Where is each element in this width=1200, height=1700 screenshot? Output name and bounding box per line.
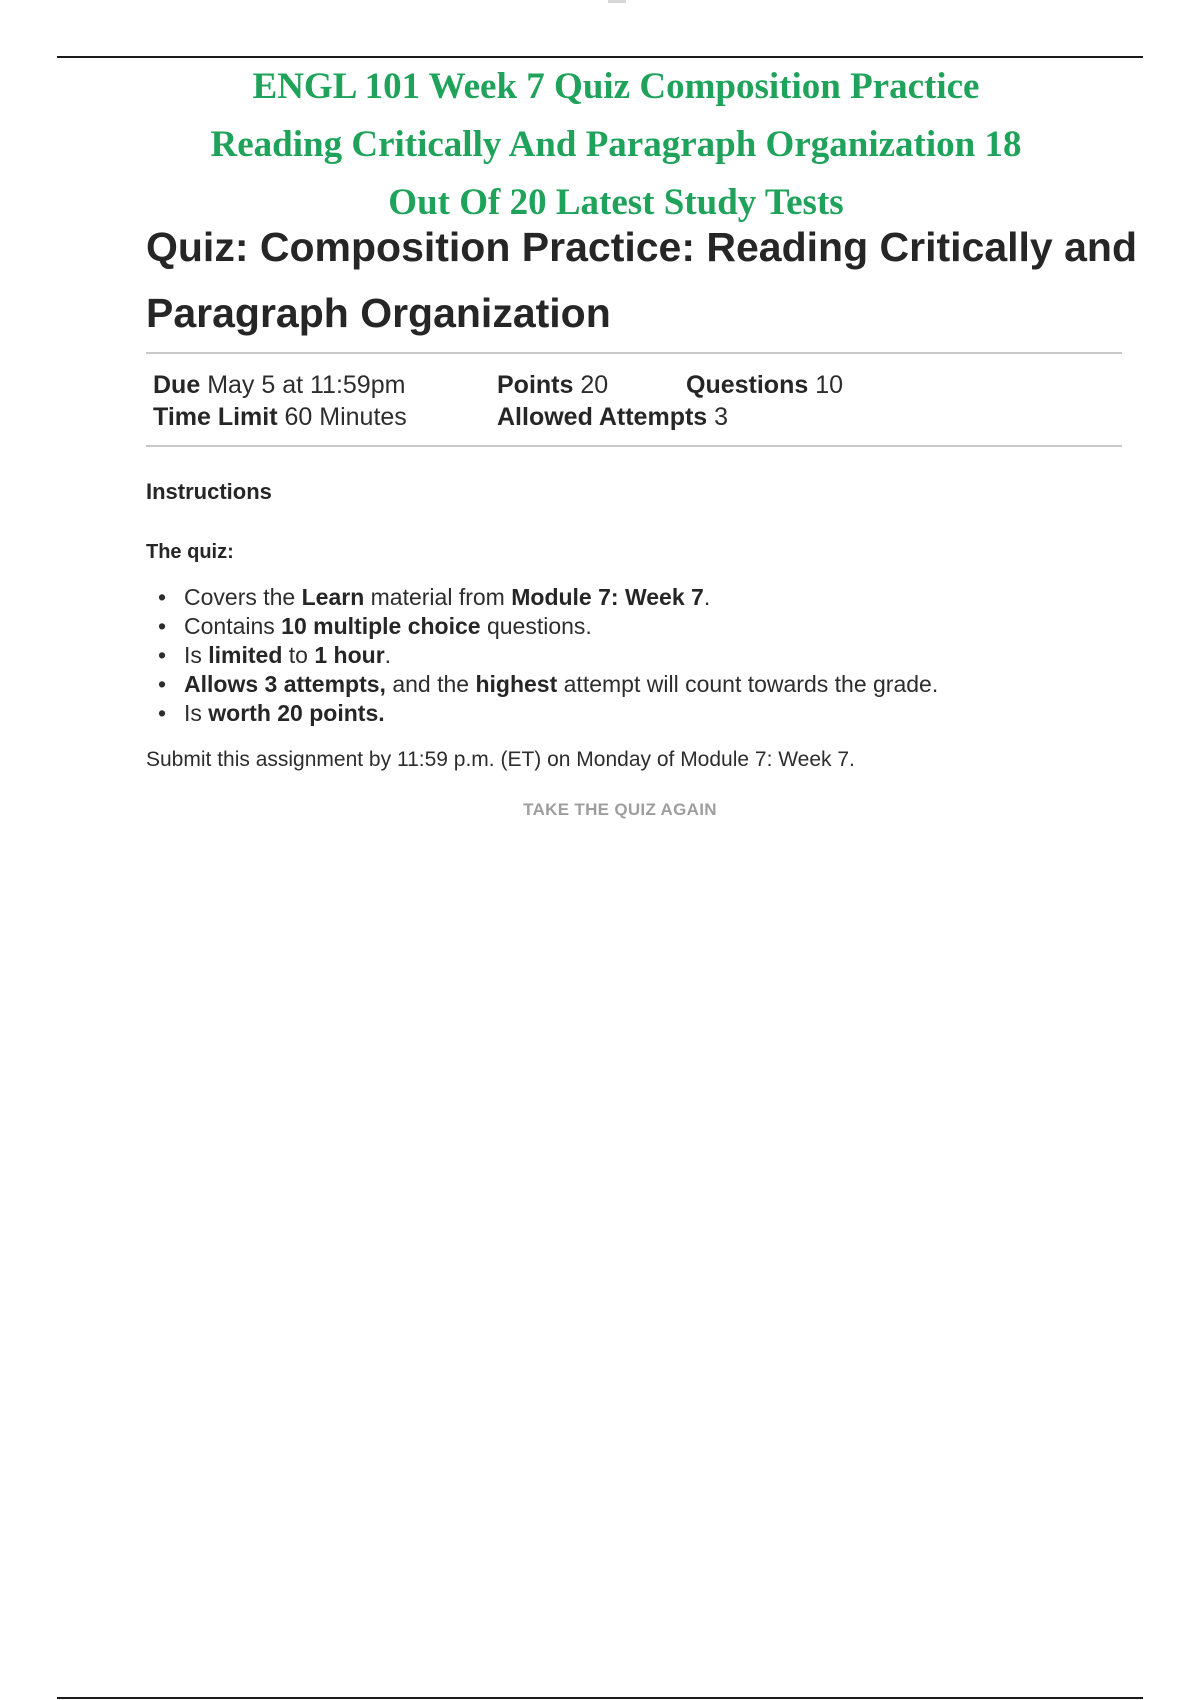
page-top-mark [608,0,626,3]
instructions-list-text: and the [385,671,476,697]
document-title-line: ENGL 101 Week 7 Quiz Composition Practice [252,66,980,107]
take-quiz-again-button[interactable]: TAKE THE QUIZ AGAIN [470,800,770,820]
instructions-list-text: . [384,642,392,668]
meta-points-label: Points [497,371,574,399]
meta-points-value: 20 [580,371,609,399]
instructions-list-text: Module 7: Week 7 [511,584,704,610]
instructions-list-text: Contains [184,613,282,639]
document-title-line: Reading Critically And Paragraph Organization 18 [210,124,1022,165]
meta-questions-value: 10 [815,371,844,399]
meta-points [497,370,608,400]
instructions-list-text: Is [184,700,209,726]
instructions-list-text: highest [475,671,558,697]
meta-allowed-attempts-label: Allowed Attempts [497,403,708,431]
meta-bottom-divider [146,445,1122,447]
instructions-list-text: 10 multiple choice [281,613,481,639]
instructions-list-text: Allows 3 attempts, [184,671,386,697]
instructions-list-text: . [703,584,711,610]
meta-time-limit-value: 60 Minutes [284,403,407,431]
meta-time-limit-label: Time Limit [153,403,278,431]
quiz-heading-line: Quiz: Composition Practice: Reading Critically and [146,224,1137,270]
meta-due [153,370,405,400]
document-title-line: Out Of 20 Latest Study Tests [388,182,844,223]
meta-allowed-attempts-value: 3 [714,403,729,431]
quiz-heading [146,214,1166,346]
bottom-divider [57,1697,1143,1699]
instructions-list [158,583,938,728]
instructions-list-text: Covers the [184,584,302,610]
instructions-list-text: material from [364,584,512,610]
instructions-list-item [158,641,938,670]
quiz-subheading: The quiz: [146,541,234,563]
meta-top-divider [146,352,1122,354]
instructions-list-text: 1 hour [314,642,385,668]
instructions-heading: Instructions [146,479,272,504]
instructions-list-text: attempt will count towards the grade. [557,671,939,697]
instructions-list-item [158,612,938,641]
submit-note: Submit this assignment by 11:59 p.m. (ET) on Monday of Module 7: Week 7. [146,748,855,771]
meta-questions [686,370,843,400]
meta-questions-label: Questions [686,371,809,399]
instructions-list-item [158,583,938,612]
instructions-list-text: Is [184,642,209,668]
instructions-list-text: Learn [301,584,365,610]
instructions-list-item [158,670,938,699]
instructions-list-text: limited [208,642,283,668]
instructions-list-text: to [282,642,315,668]
instructions-list-text: questions. [480,613,592,639]
meta-due-label: Due [153,371,201,399]
instructions-list-item [158,699,938,728]
meta-allowed-attempts [497,402,728,432]
quiz-heading-line: Paragraph Organization [146,290,611,336]
instructions-list-text: worth 20 points. [208,700,385,726]
meta-time-limit [153,402,407,432]
meta-due-value: May 5 at 11:59pm [207,371,406,399]
document-title [120,58,1112,232]
